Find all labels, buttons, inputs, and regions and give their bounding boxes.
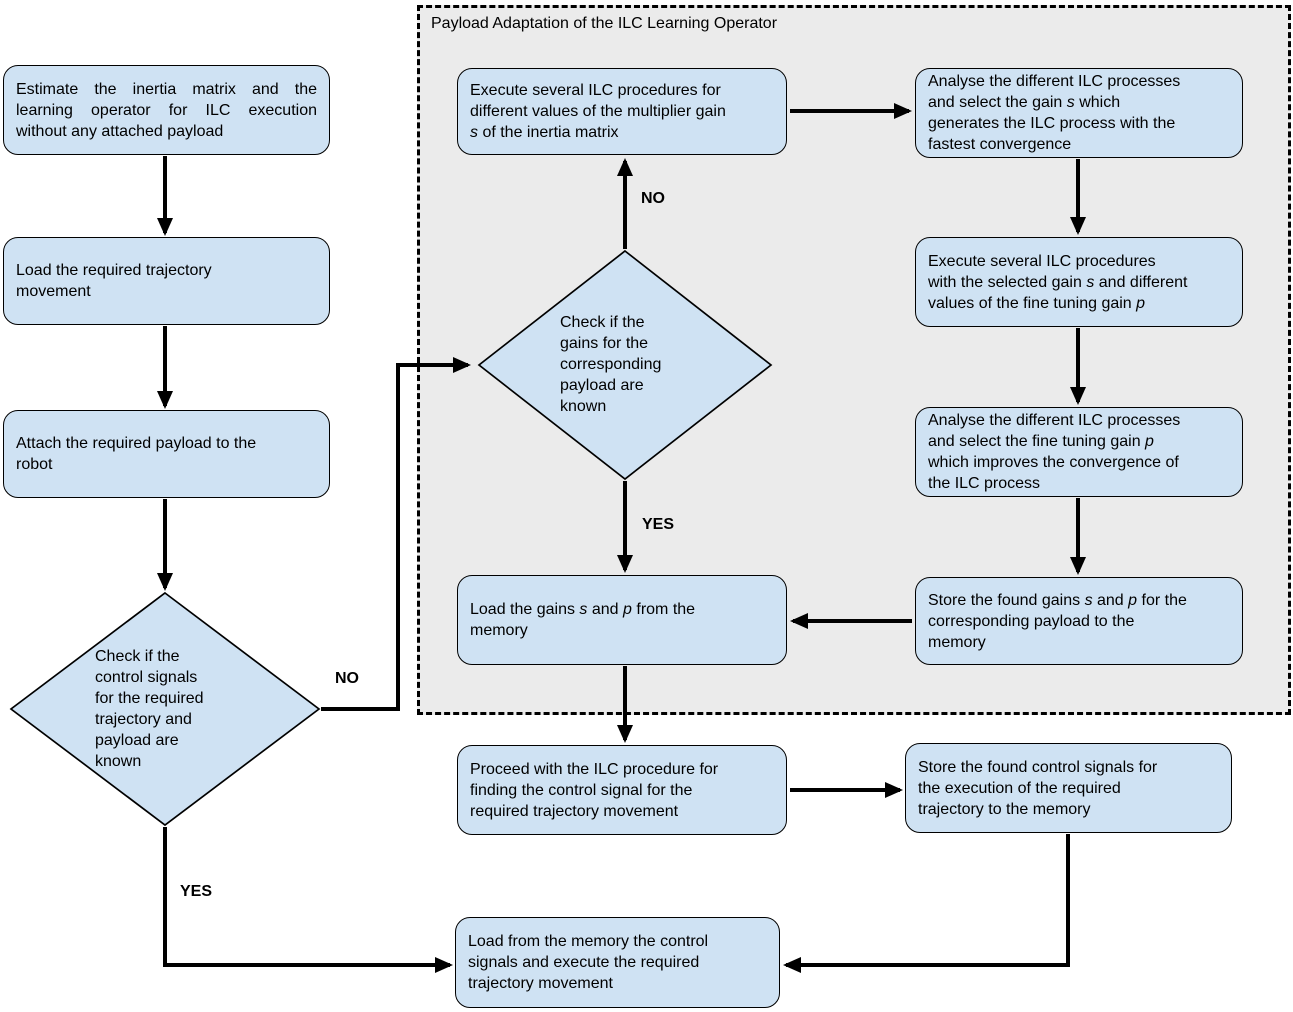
node-label: Estimate the inertia matrix and the learning operator for ILC execution without any attached payload xyxy=(16,80,317,140)
node-check-gains-known xyxy=(478,250,772,480)
node-label: Execute several ILC procedures with the selected gain s and different values of the fine tuning gain p xyxy=(928,252,1188,312)
node-label: Load from the memory the control signals and execute the required trajectory movement xyxy=(468,933,709,992)
arrow-store-control-to-load-execute xyxy=(786,834,1068,965)
node-label: Load the gains s and p from the memory xyxy=(470,601,696,639)
node-label: Execute several ILC procedures for different values of the multiplier gain s of the inertia matrix xyxy=(470,82,726,141)
node-execute-multiplier-gain xyxy=(457,68,787,155)
node-label: Store the found gains s and p for the corresponding payload to the memory xyxy=(928,591,1187,651)
group-title: Payload Adaptation of the ILC Learning Operator xyxy=(431,15,778,32)
node-label: Attach the required payload to the robot xyxy=(16,435,257,473)
node-store-gains xyxy=(915,577,1243,665)
node-label: Analyse the different ILC processes and select the gain s which generates the ILC process with the fastest convergence xyxy=(928,73,1181,153)
node-label: Check if the control signals for the required trajectory and payload are known xyxy=(95,648,204,770)
edge-label-gains-known-yes: YES xyxy=(642,516,675,533)
edge-label-gains-known-no: NO xyxy=(641,190,665,207)
node-execute-fine-tuning xyxy=(915,237,1243,327)
node-analyse-gain-s xyxy=(915,68,1243,158)
node-estimate-inertia xyxy=(3,65,330,155)
node-load-and-execute xyxy=(455,917,780,1008)
node-label: Store the found control signals for the execution of the required trajectory to the memory xyxy=(918,758,1158,818)
node-label: Analyse the different ILC processes and select the fine tuning gain p which improves the convergence of the ILC process xyxy=(928,412,1181,492)
edge-label-control-signals-no: NO xyxy=(335,670,359,687)
edge-label-control-signals-yes: YES xyxy=(180,883,213,900)
node-label: Proceed with the ILC procedure for finding the control signal for the required trajectory movement xyxy=(470,760,719,820)
node-proceed-ilc xyxy=(457,745,787,835)
node-label: Load the required trajectory movement xyxy=(16,262,212,300)
node-store-control-signals xyxy=(905,743,1232,833)
node-label: Check if the gains for the corresponding payload are known xyxy=(560,314,662,415)
node-check-control-signals xyxy=(10,592,320,826)
node-attach-payload xyxy=(3,410,330,498)
node-analyse-gain-p xyxy=(915,407,1243,497)
node-load-gains xyxy=(457,575,787,665)
node-load-trajectory xyxy=(3,237,330,325)
